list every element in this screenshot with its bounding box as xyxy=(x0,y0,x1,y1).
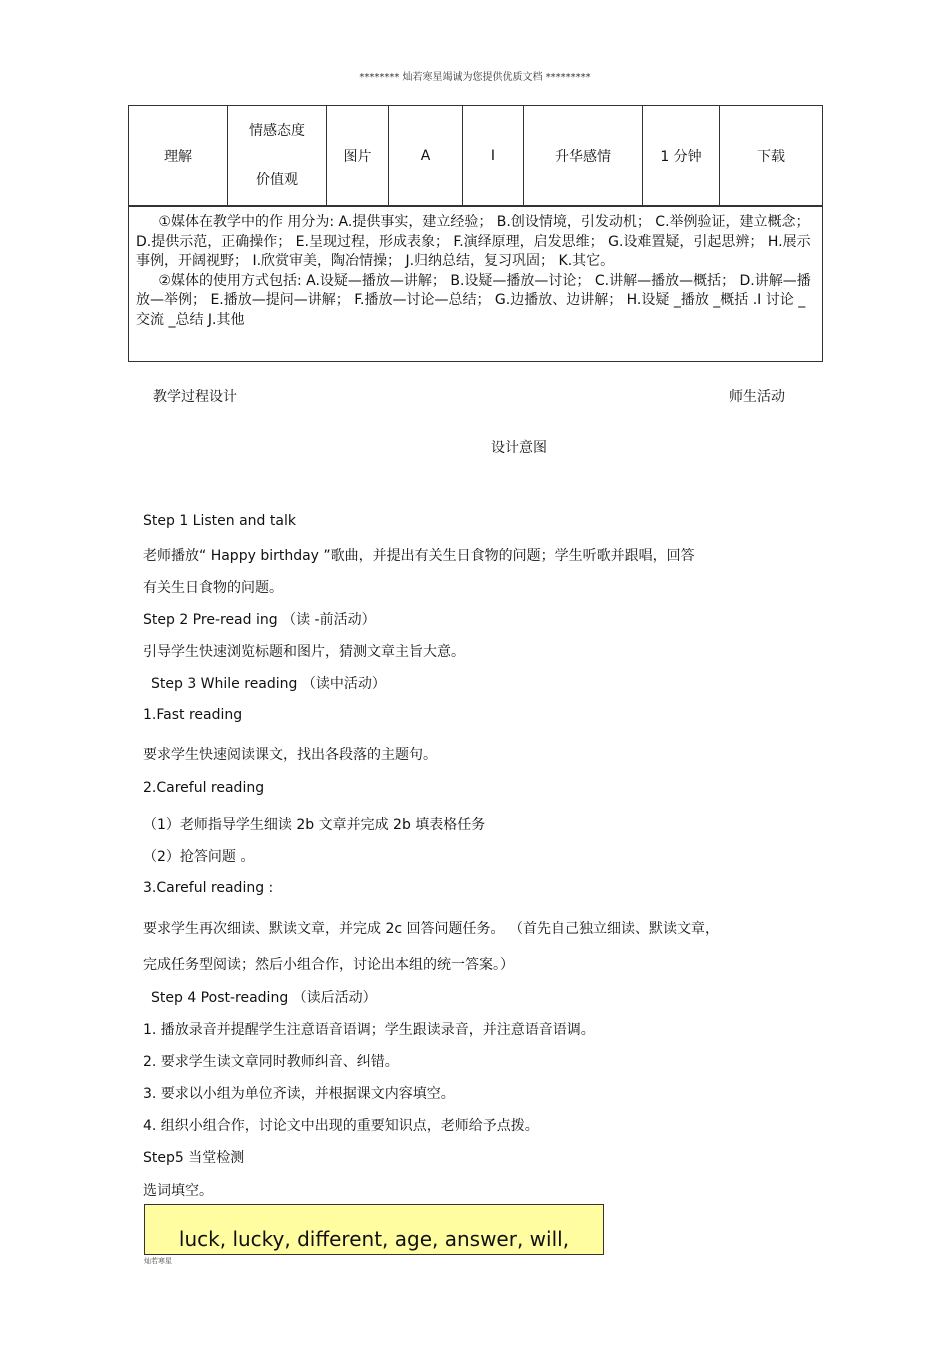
section-head-right: 师生活动 xyxy=(729,389,785,405)
media-notes-para: ②媒体的使用方式包括: A.设疑—播放—讲解； B.设疑—播放—讨论； C.讲解—播放—概括； D.讲解—播放—举例； E.播放—提问—讲解； F.播放—讨论—总结； G.边播放、边讲解； H.设疑 _播放 _概括 .I 讨论 _交流 _总结 J.其他 xyxy=(136,272,811,328)
text-line: 1. 播放录音并提醒学生注意语音语调；学生跟读录音，并注意语音语调。 xyxy=(143,1022,595,1038)
text-line: Step 2 Pre-read ing （读 -前活动） xyxy=(143,612,376,628)
text-line: 有关生日食物的问题。 xyxy=(143,580,283,596)
text-line: 1.Fast reading xyxy=(143,707,243,723)
section-head-left: 教学过程设计 xyxy=(153,389,237,405)
text-line: （2）抢答问题 。 xyxy=(143,849,255,865)
text-line: Step 3 While reading （读中活动） xyxy=(151,676,386,692)
table-cell: I xyxy=(463,106,524,206)
section-head-center: 设计意图 xyxy=(491,440,547,456)
text-line: Step 1 Listen and talk xyxy=(143,513,296,529)
text-line: Step5 当堂检测 xyxy=(143,1150,245,1166)
page-footer: 灿若寒星 xyxy=(144,1257,172,1265)
table-cell: 1 分钟 xyxy=(643,106,720,206)
table-cell xyxy=(228,106,327,206)
text-line: 4. 组织小组合作，讨论文中出现的重要知识点，老师给予点拨。 xyxy=(143,1118,539,1134)
table-cell-line: 情感态度 xyxy=(249,122,305,139)
text-line: 3.Careful reading : xyxy=(143,880,274,896)
media-notes-box xyxy=(128,206,823,362)
text-line: 要求学生快速阅读课文，找出各段落的主题句。 xyxy=(143,747,437,763)
text-line: 引导学生快速浏览标题和图片，猜测文章主旨大意。 xyxy=(143,644,465,660)
table-cell: 升华感情 xyxy=(524,106,643,206)
text-line: Step 4 Post-reading （读后活动） xyxy=(151,990,377,1006)
text-line: 老师播放“ Happy birthday ”歌曲，并提出有关生日食物的问题；学生听歌并跟唱，回答 xyxy=(143,548,695,564)
text-line: 2. 要求学生读文章同时教师纠音、纠错。 xyxy=(143,1054,399,1070)
table-cell: 理解 xyxy=(129,106,228,206)
table-cell: 下载 xyxy=(720,106,823,206)
media-notes-para: ①媒体在教学中的作 用分为: A.提供事实，建立经验； B.创设情境，引发动机； C.举例验证，建立概念； D.提供示范，正确操作； E.呈现过程，形成表象； F.演绎原理，启发思维； G.设难置疑，引起思辨； H.展示事例，开阔视野； I.欣赏审美，陶冶情操； J.归纳总结，复习巩固； K.其它。 xyxy=(136,214,811,270)
table-cell-line: 价值观 xyxy=(256,171,298,188)
table-cell: A xyxy=(389,106,463,206)
text-line: 2.Careful reading xyxy=(143,780,265,796)
word-bank-box xyxy=(144,1204,604,1255)
text-line: 3. 要求以小组为单位齐读，并根据课文内容填空。 xyxy=(143,1086,455,1102)
text-line: 选词填空。 xyxy=(143,1183,213,1199)
media-table xyxy=(128,105,823,206)
page-header: ******** 灿若寒星竭诚为您提供优质文档 ********* xyxy=(359,72,591,83)
table-cell: 图片 xyxy=(327,106,389,206)
text-line: 完成任务型阅读；然后小组合作，讨论出本组的统一答案。） xyxy=(143,957,514,973)
word-bank-text: luck, lucky, different, age, answer, will, xyxy=(178,1227,570,1251)
text-line: （1）老师指导学生细读 2b 文章并完成 2b 填表格任务 xyxy=(143,817,486,833)
text-line: 要求学生再次细读、默读文章，并完成 2c 回答问题任务。 （首先自己独立细读、默读文章， xyxy=(143,921,719,937)
